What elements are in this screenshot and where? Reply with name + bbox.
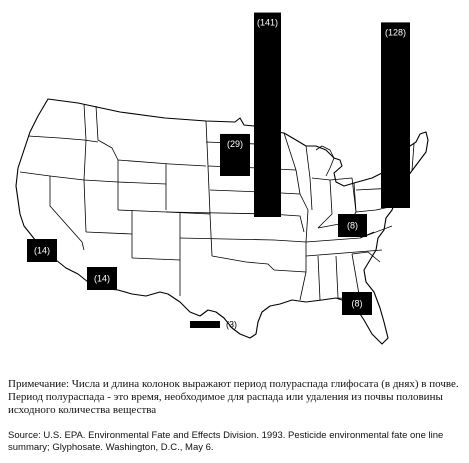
bar-label-ohio: (8) — [347, 220, 358, 231]
bar-label-arizona: (14) — [93, 273, 111, 284]
bar-minnesota — [254, 13, 281, 217]
source-citation: Source: U.S. EPA. Environmental Fate and Effects Division. 1993. Pesticide environmental fate one line summary; Glyphosate. Washington, D.C., May 6. — [8, 430, 444, 453]
bar-label-minnesota: (141) — [256, 17, 279, 28]
note-line-2: Период полураспада - это время, необходимое для распада или удаления из почвы половины исходного количества вещества — [8, 391, 443, 416]
bar-label-north-dakota: (29) — [226, 138, 244, 149]
bar-label-georgia: (8) — [351, 298, 363, 309]
bar-texas — [190, 321, 220, 328]
bar-new-york — [381, 22, 410, 208]
note-line-1: Примечание: Числа и длина колонок выражают период полураспада глифосата (в днях) в почве. — [8, 378, 459, 390]
bar-label-new-york: (128) — [384, 27, 407, 38]
bar-label-texas: (3) — [226, 319, 237, 330]
bar-label-california: (14) — [33, 245, 51, 256]
note — [8, 378, 463, 417]
